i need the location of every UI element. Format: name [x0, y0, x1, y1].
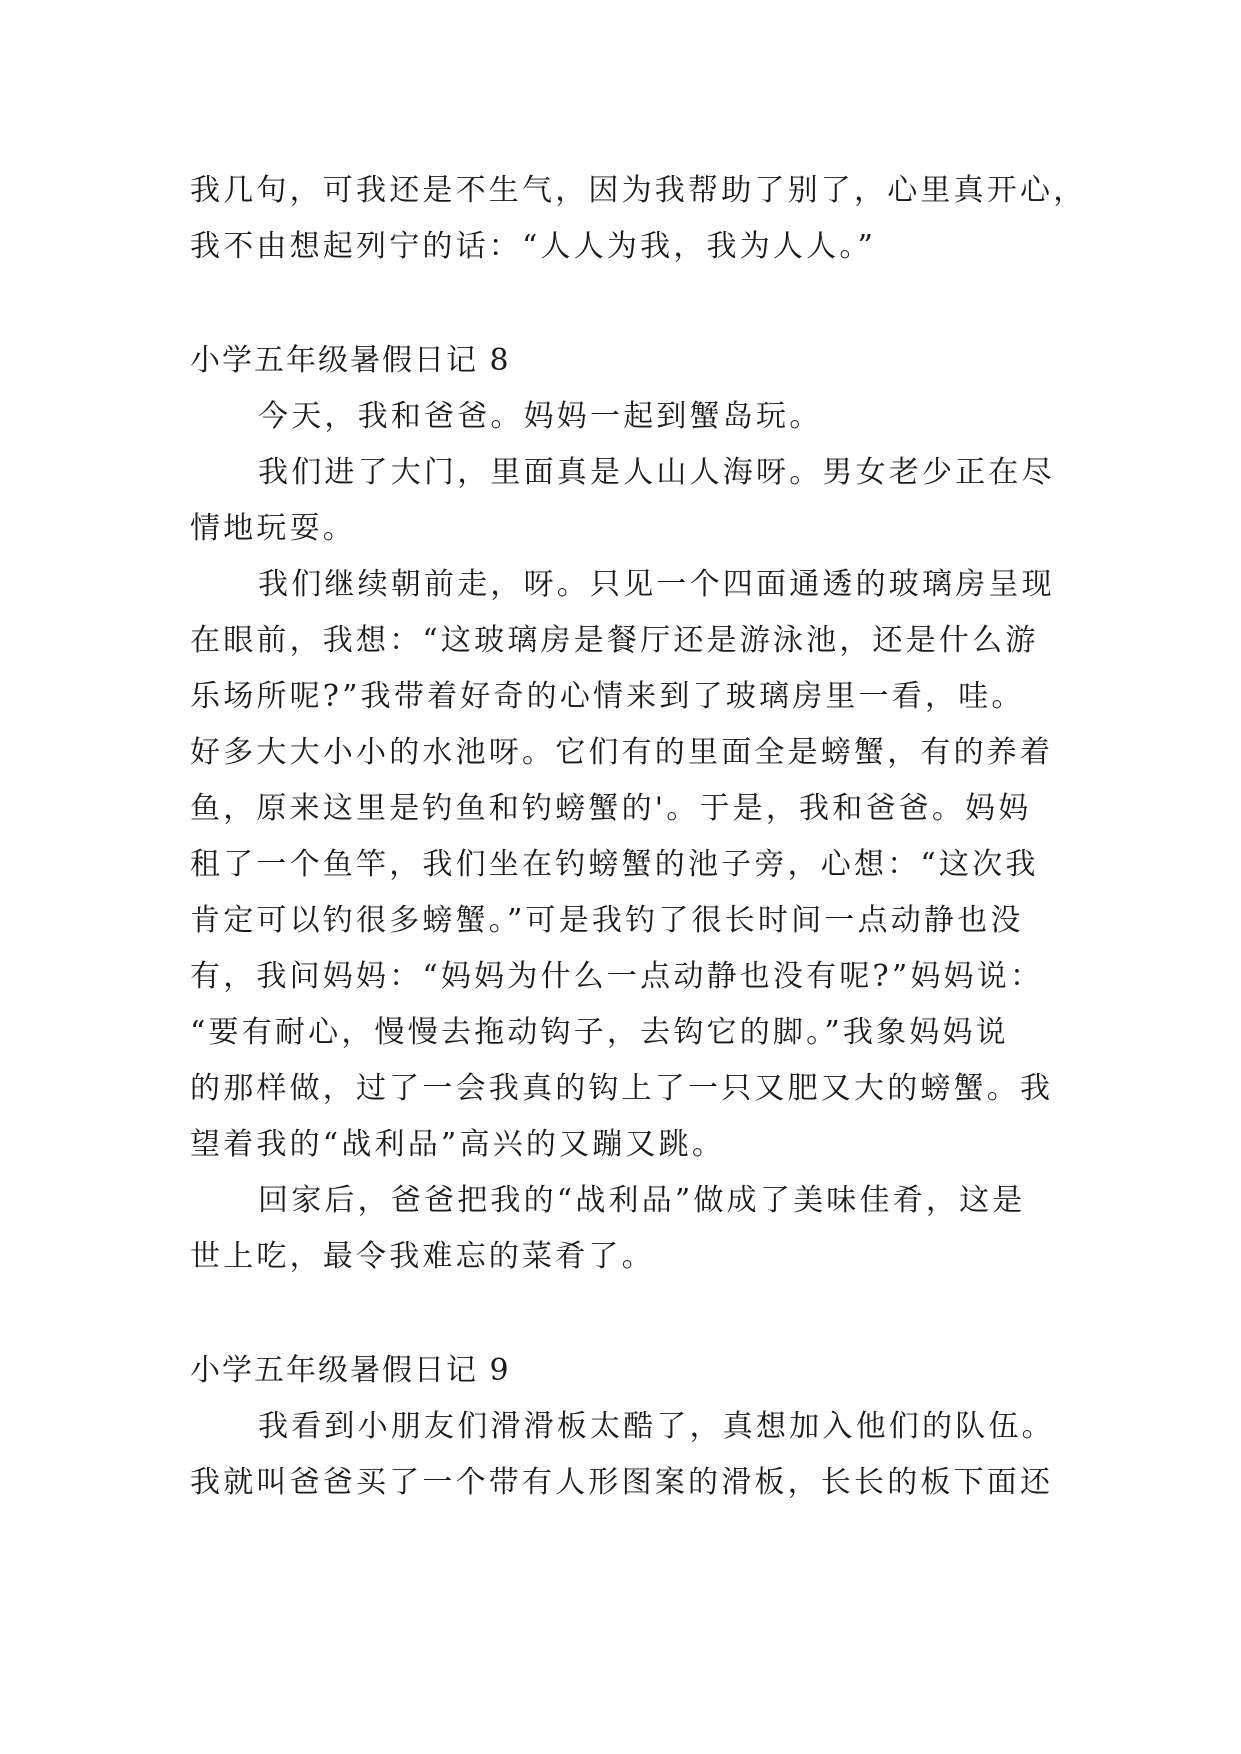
section-gap	[190, 275, 1070, 333]
text-line: 我就叫爸爸买了一个带有人形图案的滑板，长长的板下面还	[190, 1465, 1054, 1500]
document-body	[190, 163, 1087, 1511]
section-gap	[190, 1285, 1070, 1343]
text-line: 有，我问妈妈：“妈妈为什么一点动静也没有呢?”妈妈说：	[190, 959, 1044, 994]
text-line: 我看到小朋友们滑滑板太酷了，真想加入他们的队伍。	[258, 1409, 1055, 1444]
section-heading: 小学五年级暑假日记 9	[190, 1353, 511, 1388]
text-line: 我们继续朝前走，呀。只见一个四面通透的玻璃房呈现	[258, 567, 1055, 602]
text-line: 租了一个鱼竿，我们坐在钓螃蟹的池子旁，心想：“这次我	[190, 847, 1039, 882]
text-line: 今天，我和爸爸。妈妈一起到蟹岛玩。	[258, 399, 823, 434]
text-line: 的那样做，过了一会我真的钩上了一只又肥又大的螃蟹。我	[190, 1071, 1054, 1106]
text-line: 望着我的“战利品”高兴的又蹦又跳。	[190, 1127, 726, 1162]
text-line: 在眼前，我想：“这玻璃房是餐厅还是游泳池，还是什么游	[190, 623, 1039, 658]
text-line: 世上吃，最令我难忘的菜肴了。	[190, 1239, 655, 1274]
text-line: 乐场所呢?”我带着好奇的心情来到了玻璃房里一看，哇。	[190, 679, 1025, 714]
text-line: 情地玩耍。	[190, 511, 356, 546]
text-line: 好多大大小小的水池呀。它们有的里面全是螃蟹，有的养着	[190, 735, 1054, 770]
text-line: 肯定可以钓很多螃蟹。”可是我钓了很长时间一点动静也没	[190, 903, 1024, 938]
text-line: 我不由想起列宁的话：“人人为我，我为人人。”	[190, 229, 877, 264]
text-line: 鱼，原来这里是钓鱼和钓螃蟹的'。于是，我和爸爸。妈妈	[190, 791, 1032, 826]
text-line: “要有耐心，慢慢去拖动钩子，去钩它的脚。”我象妈妈说	[190, 1015, 1009, 1050]
text-line: 我们进了大门，里面真是人山人海呀。男女老少正在尽	[258, 455, 1055, 490]
text-line: 我几句，可我还是不生气，因为我帮助了别了，心里真开心，	[190, 173, 1087, 208]
text-line: 回家后，爸爸把我的“战利品”做成了美味佳肴，这是	[258, 1183, 1026, 1218]
section-heading: 小学五年级暑假日记 8	[190, 343, 511, 378]
